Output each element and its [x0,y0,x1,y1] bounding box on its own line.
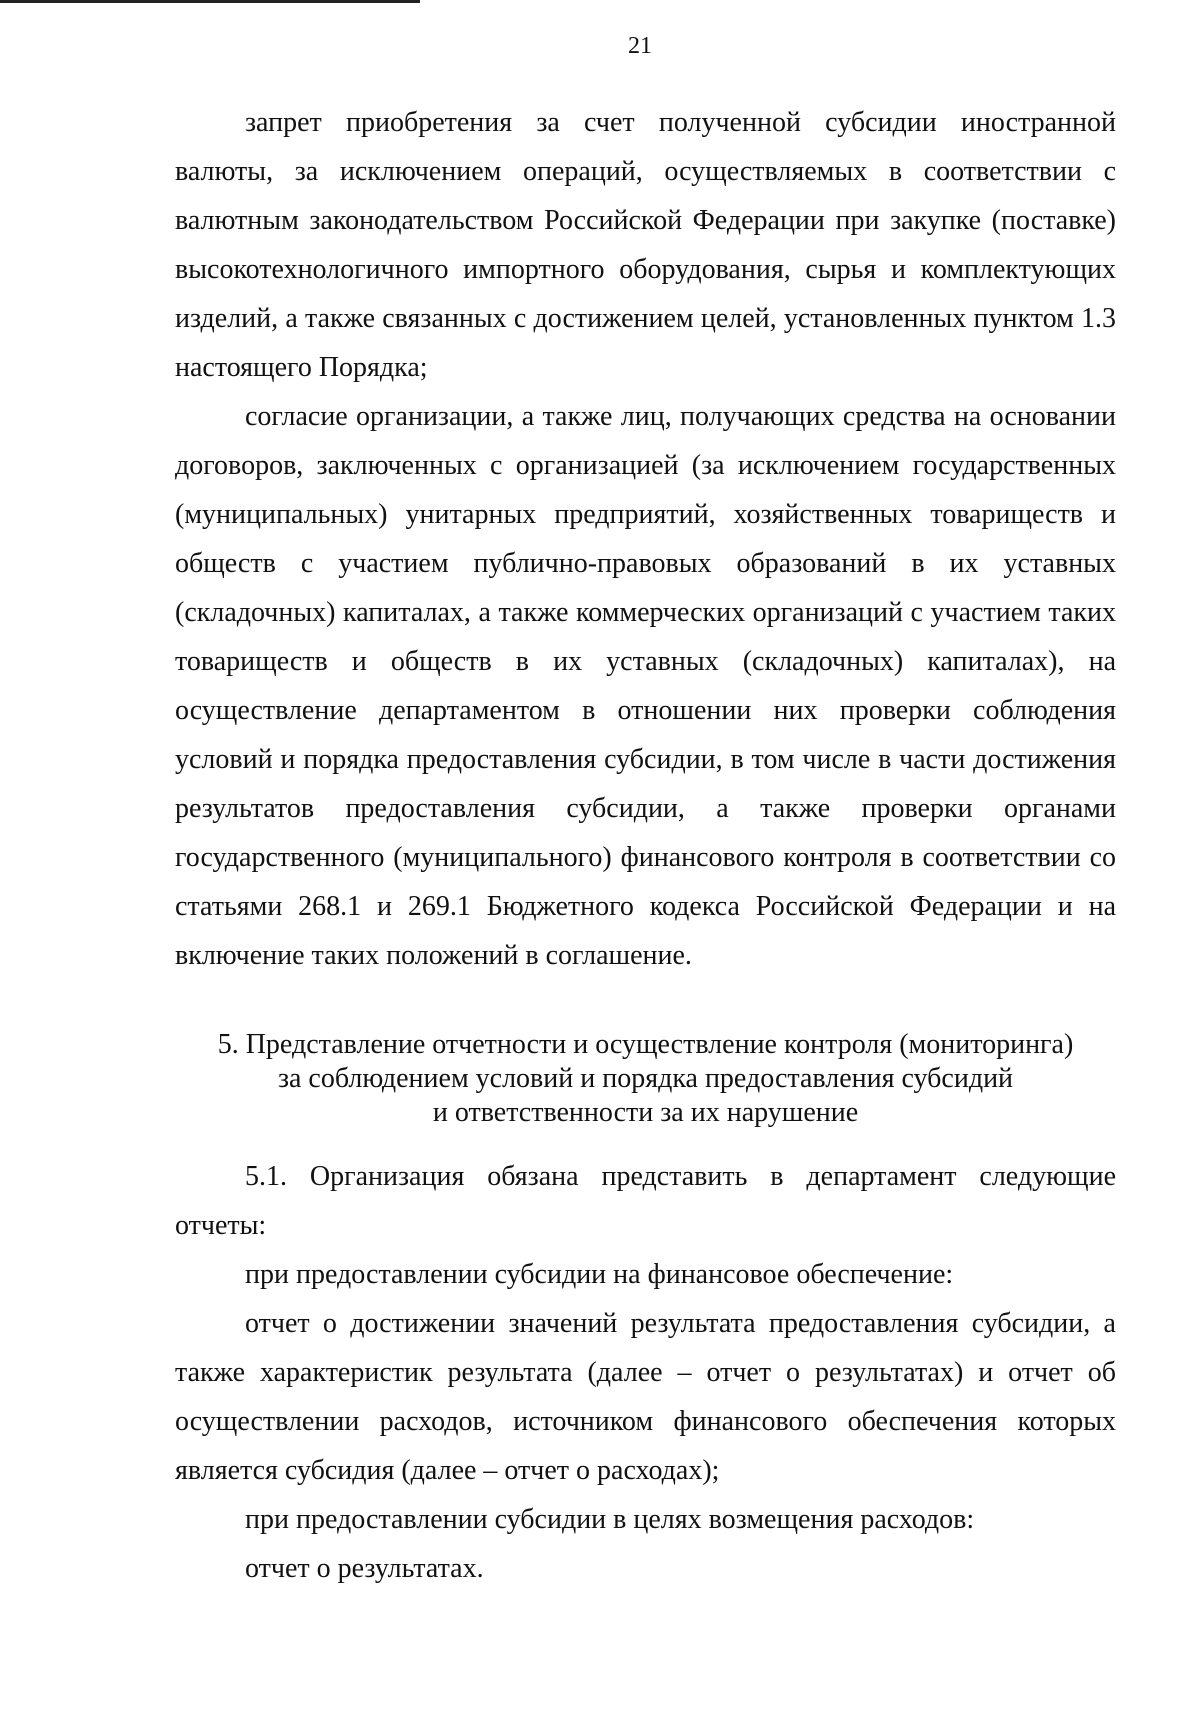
section-heading-line: за соблюдением условий и порядка предоставления субсидий [277,1063,1014,1094]
section-heading [175,1028,1116,1130]
paragraph-results-report: отчет о достижении значений результата предоставления субсидии, а также характеристик результата (далее – отчет о результатах) и отчет об осуществлении расходов, источником финансового обеспечения которых является субсидия (далее – отчет о расходах); [175,1308,1116,1486]
page-number: 21 [628,33,652,59]
paragraph-currency-ban: запрет приобретения за счет полученной субсидии иностранной валюты, за исключением операций, осуществляемых в соответствии с валютным законодательством Российской Федерации при закупке (поставке) высокотехнологичного импортного оборудования, сырья и комплектующих изделий, а также связанных с достижением целей, установленных пунктом 1.3 настоящего Порядка; [175,107,1116,383]
paragraph-consent: согласие организации, а также лиц, получающих средства на основании договоров, заключенных с организацией (за исключением государственных (муниципальных) унитарных предприятий, хозяйственных товариществ и обществ с участием публично-правовых образований в их уставных (складочных) капиталах, а также коммерческих организаций с участием таких товариществ и обществ в их уставных (складочных) капиталах), на осуществление департаментом в отношении них проверки соблюдения условий и порядка предоставления субсидии, в том числе в части достижения результатов предоставления субсидии, а также проверки органами государственного (муниципального) финансового контроля в соответствии со статьями 268.1 и 269.1 Бюджетного кодекса Российской Федерации и на включение таких положений в соглашение. [175,401,1116,971]
document-body [175,98,1116,1593]
paragraph-reimbursement: при предоставлении субсидии в целях возмещения расходов: [245,1504,975,1535]
section-heading-line: и ответственности за их нарушение [432,1097,859,1128]
paragraph-results-only: отчет о результатах. [245,1553,484,1584]
scan-edge-line [0,0,420,3]
paragraph-financial-provision: при предоставлении субсидии на финансовое обеспечение: [245,1259,954,1290]
paragraph-5-1: 5.1. Организация обязана представить в департамент следующие отчеты: [175,1161,1116,1241]
section-heading-line: 5. Представление отчетности и осуществление контроля (мониторинга) [217,1029,1074,1060]
